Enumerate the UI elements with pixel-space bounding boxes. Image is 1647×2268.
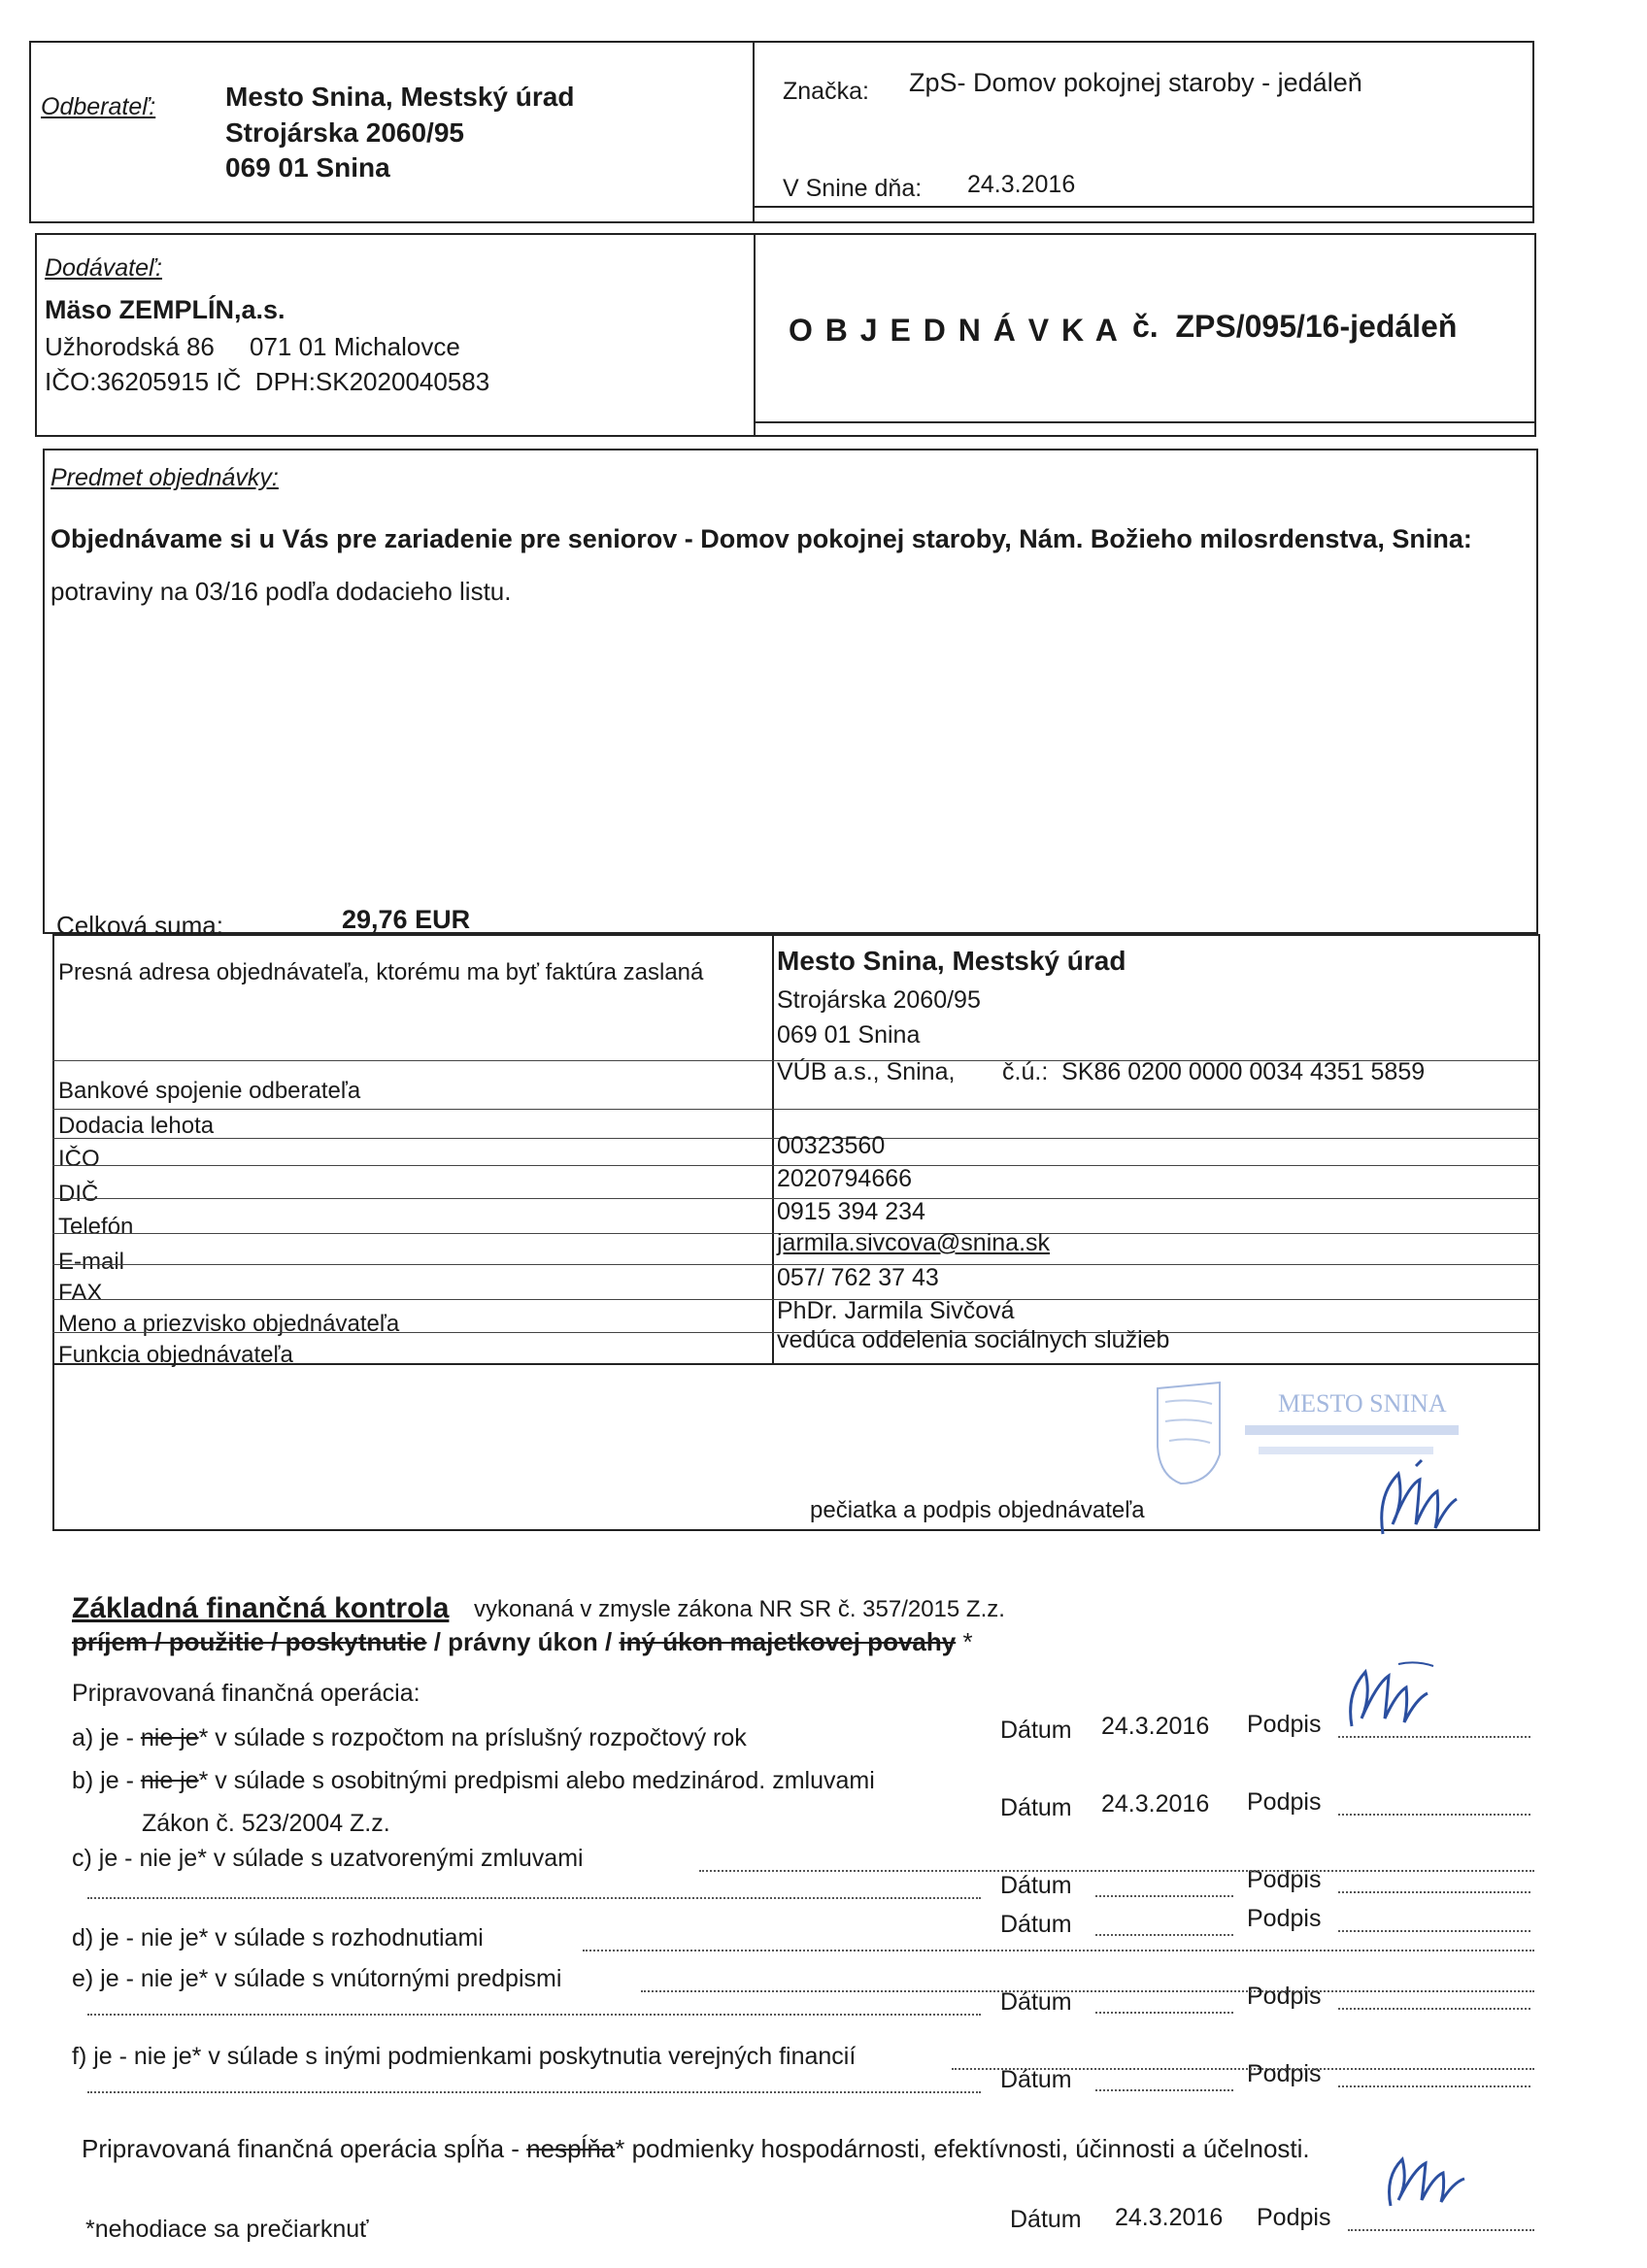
control-item — [72, 1924, 484, 1952]
control-item — [72, 1724, 747, 1752]
bank-label: Bankové spojenie odberateľa — [58, 1078, 361, 1104]
control-item-text: b) je - — [72, 1767, 141, 1794]
control-item — [72, 1767, 875, 1795]
datum-line — [1095, 1934, 1233, 1936]
control-item-struck: nie je — [140, 1724, 199, 1751]
odberatel-street: Strojárska 2060/95 — [225, 117, 464, 148]
prepared-label: Pripravovaná finančná operácia: — [72, 1680, 420, 1707]
podpis-line — [1338, 1930, 1530, 1932]
datum-value: 24.3.2016 — [1101, 1713, 1210, 1740]
control-item-text: d) je - nie je* v súlade s rozhodnutiami — [72, 1924, 484, 1951]
datum-label: Dátum — [1000, 1872, 1072, 1899]
control-title — [72, 1592, 449, 1625]
subject-box — [43, 449, 1538, 934]
control-item-fill — [87, 1897, 981, 1899]
final-signature-label: Podpis — [1257, 2204, 1331, 2231]
datum-label: Dátum — [1000, 1988, 1072, 2016]
date-value: 24.3.2016 — [967, 171, 1076, 198]
footnote: *nehodiace sa prečiarknuť — [85, 2216, 369, 2243]
control-item-fill — [87, 2014, 981, 2016]
podpis-label: Podpis — [1247, 1905, 1322, 1932]
signature-mark — [1340, 1654, 1447, 1732]
odberatel-name: Mesto Snina, Mestský úrad — [225, 82, 575, 112]
control-type — [72, 1627, 973, 1657]
phone-value: 0915 394 234 — [777, 1198, 925, 1225]
control-item-text: e) je - nie je* v súlade s vnútornými predpismi — [72, 1965, 562, 1992]
function-value: vedúca oddelenia sociálnych služieb — [777, 1326, 1170, 1353]
final-date-label: Dátum — [1010, 2206, 1082, 2233]
dic-value: 2020794666 — [777, 1165, 913, 1192]
control-item-rest: * v súlade s osobitnými predpismi alebo medzinárod. zmluvami — [198, 1767, 875, 1794]
delivery-label: Dodacia lehota — [58, 1113, 215, 1139]
supplier-ids: IČO:36205915 IČ DPH:SK2020040583 — [45, 367, 490, 396]
final-statement — [82, 2134, 1310, 2164]
control-item-fill — [952, 2068, 1534, 2070]
signature-mark — [1379, 2144, 1486, 2212]
total-value: 29,76 EUR — [342, 905, 471, 934]
podpis-label: Podpis — [1247, 1983, 1322, 2010]
invoice-address-street: Strojárska 2060/95 — [777, 986, 981, 1014]
row-rule — [52, 1363, 1540, 1365]
name-label: Meno a priezvisko objednávateľa — [58, 1311, 400, 1337]
final-struck: nespĺňa — [526, 2134, 616, 2163]
znacka-label: Značka: — [783, 78, 869, 105]
subject-label: Predmet objednávky: — [50, 464, 279, 491]
podpis-label: Podpis — [1247, 1711, 1322, 1738]
order-title: O B J E D N Á V K A — [789, 313, 1120, 348]
podpis-label: Podpis — [1247, 1866, 1322, 1893]
date-label: V Snine dňa: — [783, 175, 923, 202]
podpis-label: Podpis — [1247, 2060, 1322, 2087]
control-item — [72, 1845, 584, 1873]
podpis-line — [1338, 1814, 1530, 1816]
function-label: Funkcia objednávateľa — [58, 1342, 293, 1368]
podpis-line — [1338, 1736, 1530, 1738]
podpis-line — [1338, 2085, 1530, 2087]
fax-label: FAX — [58, 1280, 103, 1306]
header-divider — [753, 41, 755, 223]
podpis-line — [1338, 2008, 1530, 2010]
phone-label: Telefón — [58, 1214, 134, 1240]
subject-line2: potraviny na 03/16 podľa dodacieho listu. — [50, 577, 512, 606]
stamp-text: MESTO SNINA — [1278, 1389, 1447, 1418]
control-item — [72, 1965, 561, 1993]
datum-line — [1095, 2089, 1233, 2091]
type-struck: príjem / použitie / poskytnutie — [72, 1627, 427, 1656]
name-value: PhDr. Jarmila Sivčová — [777, 1297, 1015, 1324]
control-item-fill — [699, 1870, 1534, 1872]
datum-value: 24.3.2016 — [1101, 1790, 1210, 1818]
supplier-divider — [754, 233, 756, 437]
subject-line1: Objednávame si u Vás pre zariadenie pre seniorov - Domov pokojnej staroby, Nám. Božieho milosrdenstva, Snina: — [50, 524, 1472, 553]
datum-label: Dátum — [1000, 1717, 1072, 1744]
supplier-label: Dodávateľ: — [45, 254, 162, 282]
control-item-text: a) je - — [72, 1724, 141, 1751]
invoice-address-name: Mesto Snina, Mestský úrad — [777, 946, 1126, 976]
invoice-address-label: Presná adresa objednávateľa, ktorému ma byť faktúra zaslaná — [58, 959, 704, 985]
row-rule — [52, 1109, 1540, 1110]
datum-label: Dátum — [1000, 2066, 1072, 2093]
type-mid: / právny úkon / — [426, 1627, 620, 1656]
control-item — [72, 2043, 856, 2071]
fax-value: 057/ 762 37 43 — [777, 1264, 939, 1291]
podpis-line — [1338, 1891, 1530, 1893]
bank-value: VÚB a.s., Snina, č.ú.: SK86 0200 0000 0034 4351 5859 — [777, 1058, 1426, 1085]
ico-value: 00323560 — [777, 1132, 886, 1159]
control-item-text: c) je - nie je* v súlade s uzatvorenými zmluvami — [72, 1845, 584, 1872]
control-item-fill — [583, 1950, 1534, 1951]
control-title-text: Základná finančná kontrola — [72, 1592, 450, 1624]
order-number: č. ZPS/095/16-jedáleň — [1132, 309, 1458, 344]
supplier-address: Užhorodská 86 071 01 Michalovce — [45, 332, 460, 361]
odberatel-label: Odberateľ: — [41, 93, 156, 120]
dic-label: DIČ — [58, 1181, 99, 1207]
control-item-text: f) je - nie je* v súlade s inými podmienkami poskytnutia verejných financií — [72, 2043, 857, 2070]
control-title-suffix: vykonaná v zmysle zákona NR SR č. 357/2015 Z.z. — [474, 1596, 1005, 1622]
control-item-fill — [87, 2091, 981, 2093]
total-label: Celková suma: — [56, 911, 223, 940]
supplier-name: Mäso ZEMPLÍN,a.s. — [45, 295, 286, 324]
email-value: jarmila.sivcova@snina.sk — [777, 1229, 1051, 1256]
header-rule — [753, 206, 1534, 208]
stamp-label: pečiatka a podpis objednávateľa — [810, 1497, 1145, 1523]
type-star: * — [956, 1627, 973, 1656]
final-a: Pripravovaná finančná operácia spĺňa - — [82, 2134, 527, 2163]
datum-label: Dátum — [1000, 1794, 1072, 1821]
invoice-address-city: 069 01 Snina — [777, 1021, 921, 1049]
type-struck2: iný úkon majetkovej povahy — [619, 1627, 957, 1656]
podpis-label: Podpis — [1247, 1788, 1322, 1816]
control-item-rest: * v súlade s rozpočtom na príslušný rozpočtový rok — [198, 1724, 747, 1751]
ico-label: IČO — [58, 1146, 100, 1172]
final-b: * podmienky hospodárnosti, efektívnosti, účinnosti a účelnosti. — [615, 2134, 1310, 2163]
control-item-sub: Zákon č. 523/2004 Z.z. — [142, 1810, 390, 1837]
datum-line — [1095, 1895, 1233, 1897]
supplier-rule — [754, 421, 1536, 423]
odberatel-city: 069 01 Snina — [225, 152, 390, 183]
control-item-struck: nie je — [140, 1767, 199, 1794]
datum-label: Dátum — [1000, 1911, 1072, 1938]
final-date-value: 24.3.2016 — [1115, 2204, 1224, 2231]
final-signature-line — [1348, 2229, 1534, 2231]
datum-line — [1095, 2012, 1233, 2014]
control-item-fill — [641, 1990, 1534, 1992]
email-label: E-mail — [58, 1249, 125, 1275]
znacka-value: ZpS- Domov pokojnej staroby - jedáleň — [909, 68, 1362, 97]
signature-mark — [1369, 1456, 1476, 1544]
